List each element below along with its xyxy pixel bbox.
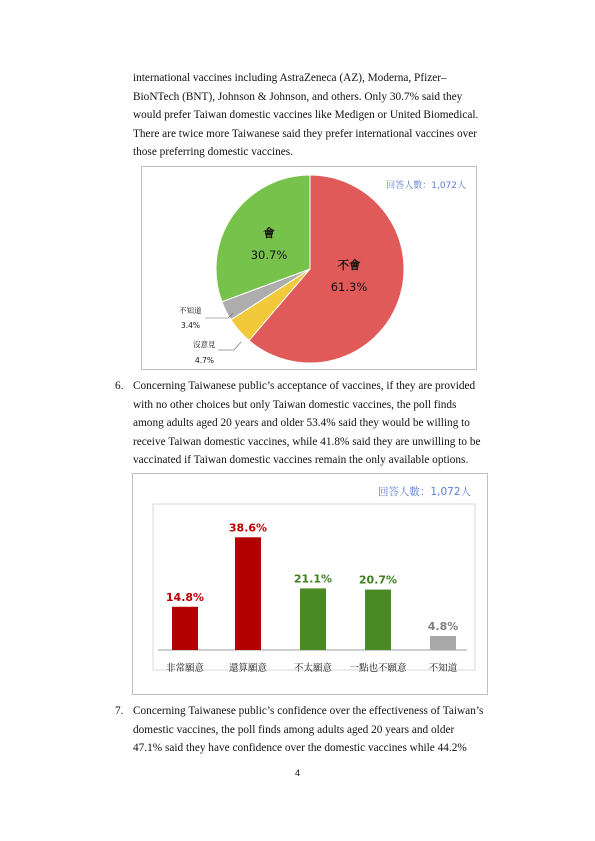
slice-value-dontknow: 3.4% bbox=[181, 321, 201, 330]
bar-value-label: 14.8% bbox=[165, 590, 205, 604]
text-line: domestic vaccines, the poll finds among adults aged 20 years and older bbox=[133, 723, 455, 736]
category-label: 一點也不願意 bbox=[349, 663, 407, 674]
bar bbox=[172, 607, 198, 650]
category-label: 不太願意 bbox=[293, 663, 333, 674]
text-line: 47.1% said they have confidence over the domestic vaccines while 44.2% bbox=[133, 742, 467, 755]
slice-label-no: 不會 bbox=[337, 258, 361, 272]
bar-chart-figure bbox=[132, 473, 488, 695]
text-line: Concerning Taiwanese public’s confidence over the effectiveness of Taiwan’s bbox=[133, 705, 484, 717]
text-line: There are twice more Taiwanese said they prefer international vaccines over bbox=[133, 127, 478, 140]
category-label: 不知道 bbox=[428, 663, 458, 674]
text-line: international vaccines including AstraZeneca (AZ), Moderna, Pfizer– bbox=[133, 72, 447, 84]
category-label: 還算願意 bbox=[228, 663, 268, 674]
slice-label-dontknow: 不知道 bbox=[179, 306, 202, 315]
text-line: vaccinated if Taiwan domestic vaccines remain the only available options. bbox=[133, 454, 469, 467]
slice-value-noopinion: 4.7% bbox=[195, 356, 215, 365]
pie-chart bbox=[142, 167, 476, 369]
bar-value-label: 21.1% bbox=[293, 572, 333, 586]
list-item-text bbox=[133, 702, 513, 758]
slice-value-yes: 30.7% bbox=[250, 248, 288, 262]
bar bbox=[430, 636, 456, 650]
intro-paragraph bbox=[133, 69, 505, 162]
pie-chart-figure bbox=[141, 166, 477, 370]
respondent-count-note: 回答人數：1,072人 bbox=[386, 181, 466, 191]
category-label: 非常願意 bbox=[165, 663, 205, 674]
list-number: 6. bbox=[115, 380, 124, 392]
respondent-count-note: 回答人數：1,072人 bbox=[377, 486, 471, 498]
text-line: Concerning Taiwanese public’s acceptance of vaccines, if they are provided bbox=[133, 380, 476, 392]
bar bbox=[300, 588, 326, 650]
bar-value-label: 4.8% bbox=[427, 619, 459, 633]
text-line: with no other choices but only Taiwan domestic vaccines, the poll finds bbox=[133, 398, 457, 411]
list-number: 7. bbox=[115, 705, 124, 717]
list-item-text bbox=[133, 377, 513, 470]
text-line: those preferring domestic vaccines. bbox=[133, 146, 293, 159]
text-line: receive Taiwan domestic vaccines, while 41.8% said they are unwilling to be bbox=[133, 435, 481, 448]
leader-line-noopinion-tick bbox=[234, 342, 241, 350]
text-line: among adults aged 20 years and older 53.4% said they would be willing to bbox=[133, 417, 470, 430]
bar-value-label: 38.6% bbox=[228, 521, 268, 535]
text-line: BioNTech (BNT), Johnson & Johnson, and others. Only 30.7% said they bbox=[133, 90, 463, 103]
slice-value-no: 61.3% bbox=[330, 280, 368, 294]
bar bbox=[365, 590, 391, 650]
bar bbox=[235, 537, 261, 650]
bar-chart bbox=[133, 474, 487, 694]
slice-label-noopinion: 沒意見 bbox=[193, 340, 216, 349]
page-number: 4 bbox=[294, 768, 300, 778]
text-line: would prefer Taiwan domestic vaccines like Medigen or United Biomedical. bbox=[133, 109, 479, 122]
bar-value-label: 20.7% bbox=[358, 573, 398, 587]
slice-label-yes: 會 bbox=[263, 226, 275, 240]
